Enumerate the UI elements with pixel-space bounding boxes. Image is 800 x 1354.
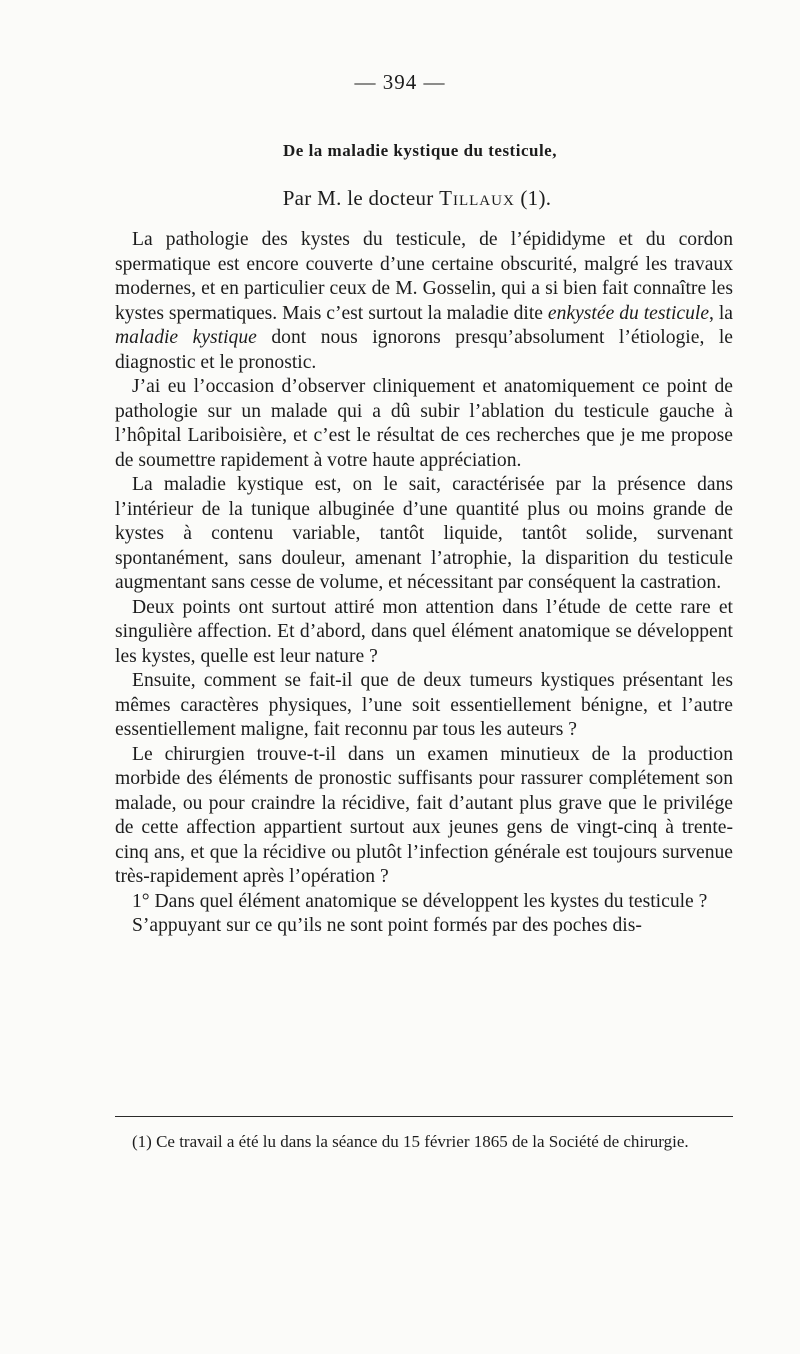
page-number: — 394 — — [354, 70, 446, 94]
paragraph-4: Deux points ont surtout attiré mon attention dans l’étude de cette rare et singulière affection. Et d’abord, dans quel élément anatomique se développent les kystes, quelle est leur nature ? — [115, 596, 733, 667]
article-title: De la maladie kystique du testicule, — [283, 141, 557, 160]
emphasis-maladie-kystique: maladie kystique — [115, 327, 257, 348]
paragraph-6: Le chirurgien trouve-t-il dans un examen minutieux de la production morbide des éléments de pronostic suffisants pour rassurer complétement son malade, ou pour craindre la récidive, fait d’autant plus grave que le privilége de cette affection appartient surtout aux jeunes gens de vingt-cinq à trente-cinq ans, et que la récidive ou plutôt l’infection générale est toujours survenue très-rapidement après l’opération ? — [115, 743, 733, 887]
footnote-divider — [115, 1116, 733, 1117]
author-name: Tillaux — [439, 186, 515, 210]
byline-prefix: Par M. le docteur — [282, 186, 434, 210]
footnote: (1) Ce travail a été lu dans la séance du 15 février 1865 de la Société de chirurgie. — [132, 1132, 689, 1151]
paragraph-7: 1° Dans quel élément anatomique se développent les kystes du testicule ? — [132, 890, 708, 912]
footnote-ref: (1). — [520, 186, 552, 210]
paragraph-1: La pathologie des kystes du testicule, de l’épididyme et du cordon spermatique est encore couverte d’une certaine obscurité, malgré les travaux modernes, et en particulier ceux de M. Gosselin, qui a si bien fait connaître les kystes spermatiques. Mais c’est surtout la maladie dite enkystée du testicule, la maladie kystique dont nous ignorons presqu’absolument l’étiologie, le diagnostic et le pronostic. — [115, 229, 734, 373]
paragraph-5: Ensuite, comment se fait-il que de deux tumeurs kystiques présentant les mêmes caractères physiques, l’une soit essentiellement bénigne, et l’autre essentiellement maligne, fait reconnu par tous les auteurs ? — [115, 670, 733, 740]
byline — [0, 186, 800, 211]
paragraph-8: S’appuyant sur ce qu’ils ne sont point formés par des poches dis- — [132, 915, 642, 936]
paragraph-3: La maladie kystique est, on le sait, caractérisée par la présence dans l’intérieur de la tunique albuginée d’une quantité plus ou moins grande de kystes à contenu variable, tantôt liquide, tantôt solide, survenant spontanément, sans douleur, amenant l’atrophie, la disparition du testicule augmentant sans cesse de volume, et nécessitant par conséquent la castration. — [115, 474, 733, 593]
emphasis-enkystee: enkystée du testicule — [547, 302, 710, 324]
article-body — [115, 228, 733, 939]
paragraph-2: J’ai eu l’occasion d’observer cliniquement et anatomiquement ce point de pathologie sur un malade qui a dû subir l’ablation du testicule gauche à l’hôpital Lariboisière, et c’est le résultat de ces recherches que je me propose de soumettre rapidement à votre haute appréciation. — [115, 376, 733, 471]
